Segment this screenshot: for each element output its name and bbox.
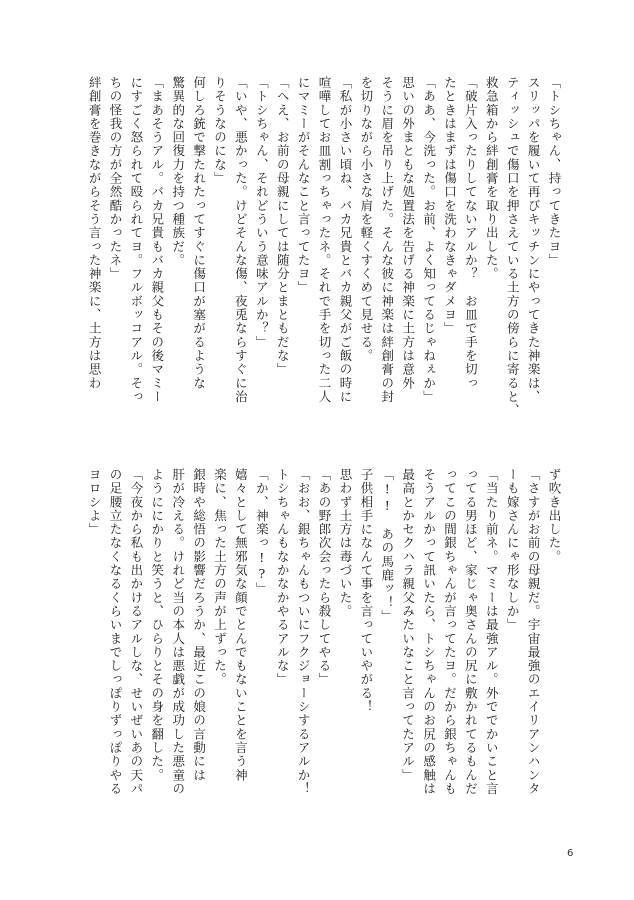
text-line: 「へえ、お前の母親にしては随分とまともだな」 [275, 76, 291, 377]
text-line: そうアルかって訊いたら、トシちゃんのお尻の感触は [421, 468, 437, 796]
text-line: そうに眉を吊り上げた。そんな彼に神楽は絆創膏の封 [379, 76, 395, 404]
text-column-lower [87, 468, 564, 832]
page-number: 6 [567, 848, 574, 859]
text-line: を切りながら小さな肩を軽くすくめて見せる。 [358, 76, 374, 363]
text-line: 嬉々として無邪気な顔でとんでもないことを言う神 [233, 468, 249, 782]
text-line: 「私が小さい頃ね、バカ兄貴とバカ親父がご飯の時に [337, 76, 353, 404]
text-line: 喧嘩してお皿割っちゃったネ。それで手を切った二人 [317, 76, 333, 404]
text-column-upper [87, 76, 564, 440]
text-line: の足腰立たなくなるくらいまでしっぽりずっぽりやる [107, 468, 123, 796]
text-line: 思いの外まともな処置法を告げる神楽に土方は意外 [400, 76, 416, 390]
text-line: 何しろ銃で撃たれたってすぐに傷口が塞がるような [191, 76, 207, 390]
text-line: 「あの野郎次会ったら殺してやる」 [317, 468, 333, 687]
text-line: 最高とかセクハラ親父みたいなこと言ってたアル」 [400, 468, 416, 782]
text-line: 「トシちゃん、それどういう意味アルか？」 [254, 76, 270, 349]
text-line: 「いや、悪かった。けどそんな傷、夜兎ならすぐに治 [233, 76, 249, 404]
text-line: にすごく怒られて殴られてヨ。フルボッコアル。そっ [128, 76, 144, 404]
text-line: にマミーがそんなこと言ってたヨ」 [296, 76, 312, 295]
text-line: ってる男ほど、家じゃ奥さんの尻に敷かれてるもんだ [463, 468, 479, 796]
text-line: りそうなのにな」 [212, 76, 228, 186]
text-line: 「破片入ったりしてないアルか？ お皿で手を切っ [463, 76, 479, 390]
text-line: 「まあそうアル。バカ兄貴もバカ親父もその後マミー [149, 76, 165, 404]
text-line: 「!! あの馬鹿ッ！」 [379, 468, 395, 624]
text-line: 肝が冷える。けれど当の本人は悪戯が成功した悪童の [170, 468, 186, 796]
text-line: 「おお、銀ちゃんもついにフクジョーシするアルか！ [296, 468, 312, 796]
text-line: ってこの間銀ちゃんが言ってたヨ。だから銀ちゃんも [442, 468, 458, 796]
text-line: たときはまずは傷口を洗わなきゃダメヨ」 [442, 76, 458, 336]
text-line: ず吹き出した。 [547, 468, 562, 564]
text-line: 思わず土方は毒づいた。 [337, 468, 353, 619]
text-line: 「ああ、今洗った。お前、よく知ってるじゃねぇか」 [421, 76, 437, 404]
text-line: ようににかりと笑うと、ひらりとその身を翻した。 [149, 468, 165, 782]
text-line: ティッシュで傷口を押さえている土方の傍らに寄ると、 [505, 76, 521, 418]
text-line: ヨロシよ」 [87, 468, 103, 537]
text-line: 楽に、焦った土方の声が上ずった。 [212, 468, 228, 687]
text-line: 「当たり前ネ。マミーは最強アル。外ででかいこと言 [484, 468, 500, 796]
text-line: 銀時や総悟の影響だろうか、最近この娘の言動には [191, 468, 207, 782]
text-line: スリッパを履いて再びキッチンにやってきた神楽は、 [526, 76, 542, 404]
text-line: トシちゃんもなかなかやるアルな」 [275, 468, 291, 687]
text-line: 「さすがお前の母親だ。宇宙最強のエイリアンハンタ [526, 468, 542, 796]
text-line: 絆創膏を巻きながらそう言った神楽に、土方は思わ [87, 76, 103, 390]
text-line: 救急箱から絆創膏を取り出した。 [484, 76, 500, 281]
text-line: 「か、神楽っ!?」 [254, 468, 270, 596]
text-line: 「トシちゃん、持ってきたヨ」 [547, 76, 562, 268]
text-line: 驚異的な回復力を持つ種族だ。 [170, 76, 186, 268]
text-line: ーも嫁さんにゃ形なしか」 [505, 468, 521, 632]
text-line: 子供相手になんて事を言っていやがる！ [358, 468, 374, 714]
text-line: 「今夜から私も出かけるアルしな、せいぜいあの天パ [128, 468, 144, 796]
text-line: ちの怪我の方が全然酷かったネ」 [107, 76, 123, 281]
